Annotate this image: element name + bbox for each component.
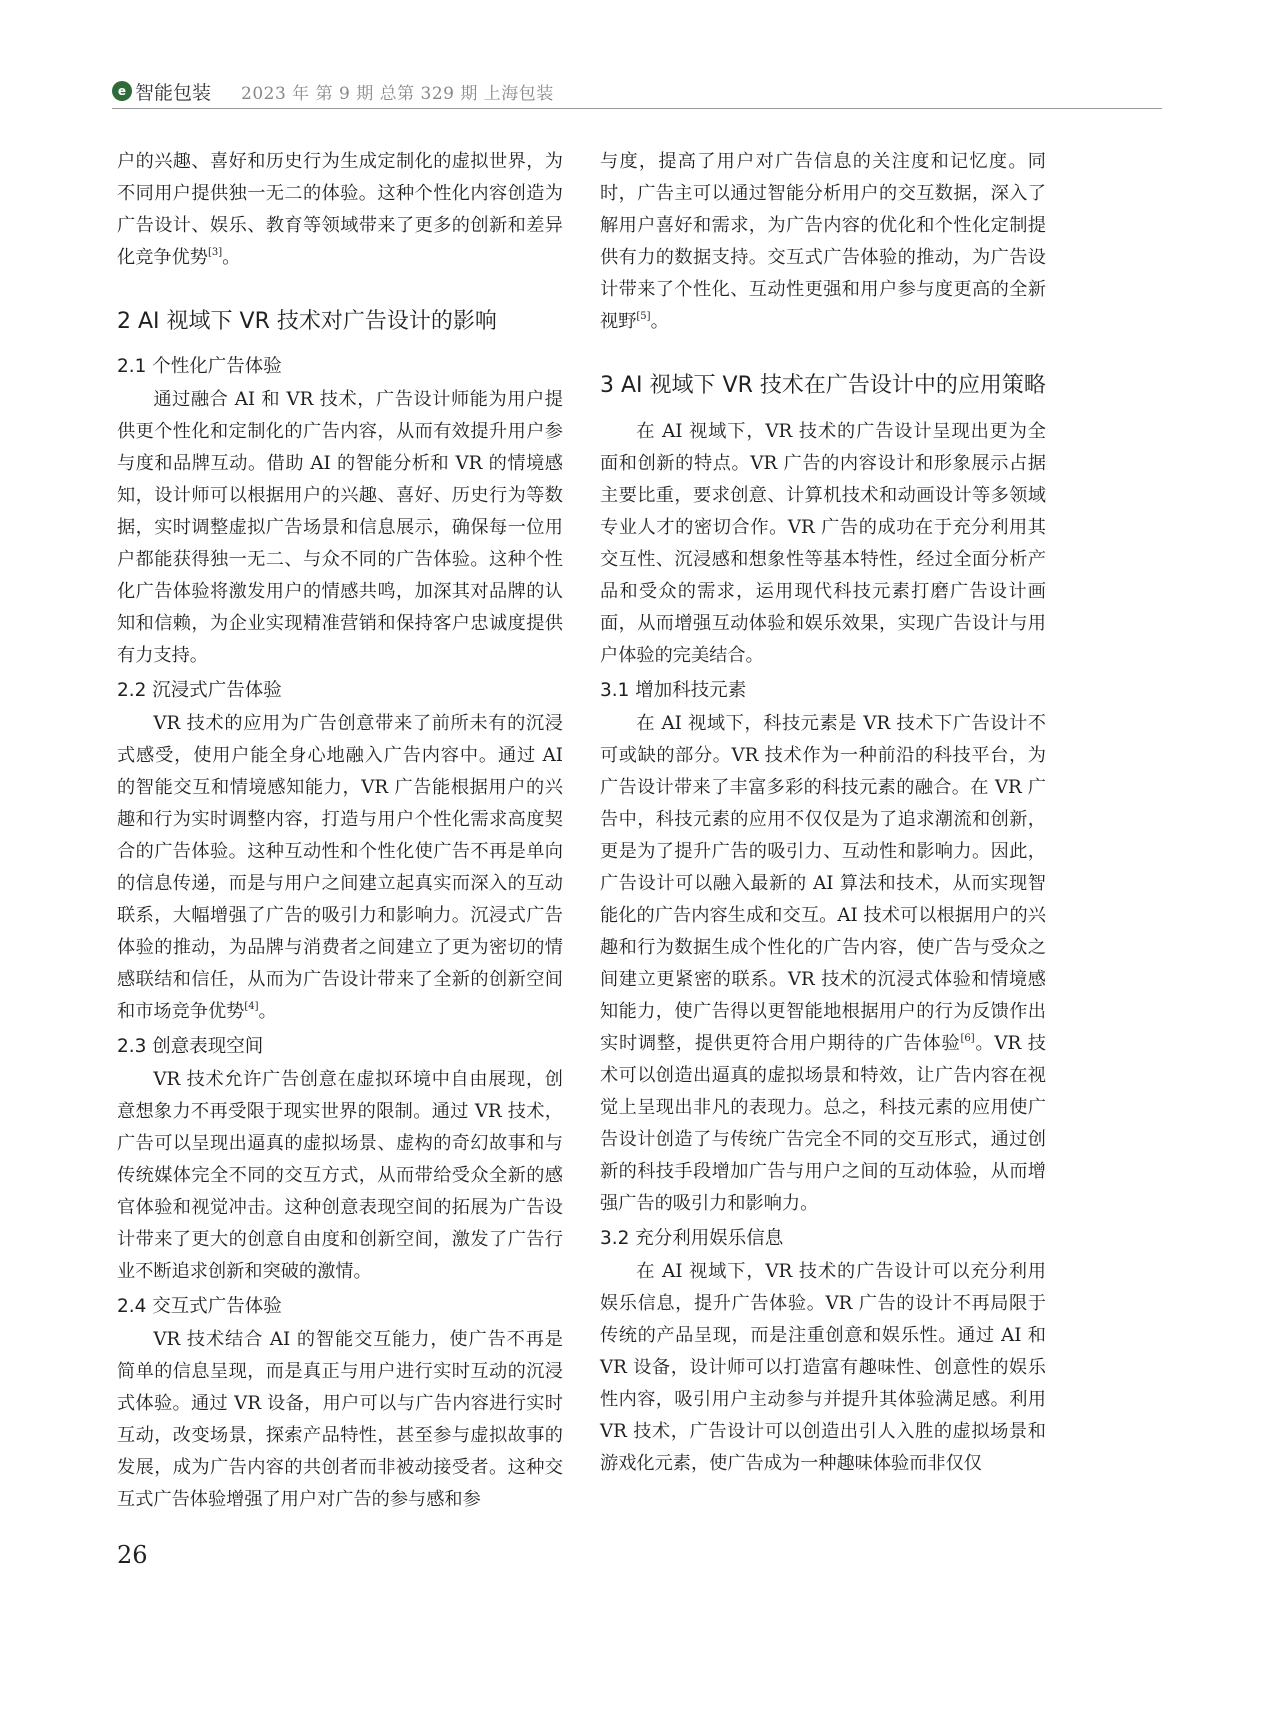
paragraph: 户的兴趣、喜好和历史行为生成定制化的虚拟世界，为不同用户提供独一无二的体验。这种个性化内容创造为广告设计、娱乐、教育等领域带来了更多的创新和差异化竞争优势[3]。	[117, 151, 563, 268]
subsection-heading-2-3: 2.3 创意表现空间	[117, 1036, 264, 1057]
subsection-heading-3-1: 3.1 增加科技元素	[600, 680, 747, 701]
subsection-heading-2-1: 2.1 个性化广告体验	[117, 356, 282, 377]
journal-logo	[112, 78, 211, 105]
journal-brand: 智能包装	[135, 81, 212, 104]
subsection-heading-3-2: 3.2 充分利用娱乐信息	[600, 1228, 784, 1249]
section-heading-3: 3 AI 视域下 VR 技术在广告设计中的应用策略	[600, 373, 1046, 398]
paragraph: VR 技术允许广告创意在虚拟环境中自由展现，创意想象力不再受限于现实世界的限制。通过 VR 技术，广告可以呈现出逼真的虚拟场景、虚构的奇幻故事和与传统媒体完全不同的交互方式，从而带给受众全新的感官体验和视觉冲击。这种创意表现空间的拓展为广告设计带来了更大的创意自由度和创新空间，激发了广告行业不断追求创新和突破的激情。	[117, 1069, 563, 1282]
paragraph: 通过融合 AI 和 VR 技术，广告设计师能为用户提供更个性化和定制化的广告内容，从而有效提升用户参与度和品牌互动。借助 AI 的智能分析和 VR 的情境感知，设计师可以根据用户的兴趣、喜好、历史行为等数据，实时调整虚拟广告场景和信息展示，确保每一位用户都能获得独一无二、与众不同的广告体验。这种个性化广告体验将激发用户的情感共鸣，加深其对品牌的认知和信赖，为企业实现精准营销和保持客户忠诚度提供有力支持。	[117, 389, 563, 666]
running-header	[112, 74, 1162, 109]
citation: [6]	[960, 1033, 975, 1044]
left-column	[117, 146, 563, 1610]
paragraph: 在 AI 视域下，科技元素是 VR 技术下广告设计不可或缺的部分。VR 技术作为一种前沿的科技平台，为广告设计带来了丰富多彩的科技元素的融合。在 VR 广告中，科技元素的应用不仅仅是为了追求潮流和创新，更是为了提升广告的吸引力、互动性和影响力。因此，广告设计可以融入最新的 AI 算法和技术，从而实现智能化的广告内容生成和交互。AI 技术可以根据用户的兴趣和行为数据生成个性化的广告内容，使广告与受众之间建立更紧密的联系。VR 技术的沉浸式体验和情境感知能力，使广告得以更智能地根据用户的行为反馈作出实时调整，提供更符合用户期待的广告体验[6]。VR 技术可以创造出逼真的虚拟场景和特效，让广告内容在视觉上呈现出非凡的表现力。总之，科技元素的应用使广告设计创造了与传统广告完全不同的交互形式，通过创新的科技手段增加广告与用户之间的互动体验，从而增强广告的吸引力和影响力。	[600, 713, 1046, 1214]
right-column	[600, 146, 1046, 1520]
paragraph: 在 AI 视域下，VR 技术的广告设计呈现出更为全面和创新的特点。VR 广告的内容设计和形象展示占据主要比重，要求创意、计算机技术和动画设计等多领域专业人才的密切合作。VR 广告的成功在于充分利用其交互性、沉浸感和想象性等基本特性，经过全面分析产品和受众的需求，运用现代科技元素打磨广告设计画面，从而增强互动体验和娱乐效果，实现广告设计与用户体验的完美结合。	[600, 421, 1046, 666]
citation: [5]	[636, 311, 651, 322]
paragraph: 在 AI 视域下，VR 技术的广告设计可以充分利用娱乐信息，提升广告体验。VR 广告的设计不再局限于传统的产品呈现，而是注重创意和娱乐性。通过 AI 和 VR 设备，设计师可以打造富有趣味性、创意性的娱乐性内容，吸引用户主动参与并提升其体验满足感。利用 VR 技术，广告设计可以创造出引人入胜的虚拟场景和游戏化元素，使广告成为一种趣味体验而非仅仅	[600, 1261, 1046, 1474]
page-number: 26	[117, 1541, 148, 1569]
section-heading-2: 2 AI 视域下 VR 技术对广告设计的影响	[117, 309, 497, 334]
paragraph: 与度，提高了用户对广告信息的关注度和记忆度。同时，广告主可以通过智能分析用户的交互数据，深入了解用户喜好和需求，为广告内容的优化和个性化定制提供有力的数据支持。交互式广告体验的推动，为广告设计带来了个性化、互动性更强和用户参与度更高的全新视野[5]。	[600, 151, 1046, 332]
citation: [3]	[207, 247, 223, 258]
logo-icon: e	[112, 81, 132, 101]
citation: [4]	[244, 1001, 259, 1012]
paragraph: VR 技术结合 AI 的智能交互能力，使广告不再是简单的信息呈现，而是真正与用户进行实时互动的沉浸式体验。通过 VR 设备，用户可以与广告内容进行实时互动，改变场景，探索产品特性，甚至参与虚拟故事的发展，成为广告内容的共创者而非被动接受者。这种交互式广告体验增强了用户对广告的参与感和参	[117, 1329, 563, 1510]
paragraph: VR 技术的应用为广告创意带来了前所未有的沉浸式感受，使用户能全身心地融入广告内容中。通过 AI 的智能交互和情境感知能力，VR 广告能根据用户的兴趣和行为实时调整内容，打造与用户个性化需求高度契合的广告体验。这种互动性和个性化使广告不再是单向的信息传递，而是与用户之间建立起真实而深入的互动联系，大幅增强了广告的吸引力和影响力。沉浸式广告体验的推动，为品牌与消费者之间建立了更为密切的情感联结和信任，从而为广告设计带来了全新的创新空间和市场竞争优势[4]。	[117, 713, 563, 1022]
subsection-heading-2-2: 2.2 沉浸式广告体验	[117, 680, 282, 701]
subsection-heading-2-4: 2.4 交互式广告体验	[117, 1296, 282, 1317]
issue-info: 2023 年 第 9 期 总第 329 期 上海包装	[241, 83, 554, 104]
